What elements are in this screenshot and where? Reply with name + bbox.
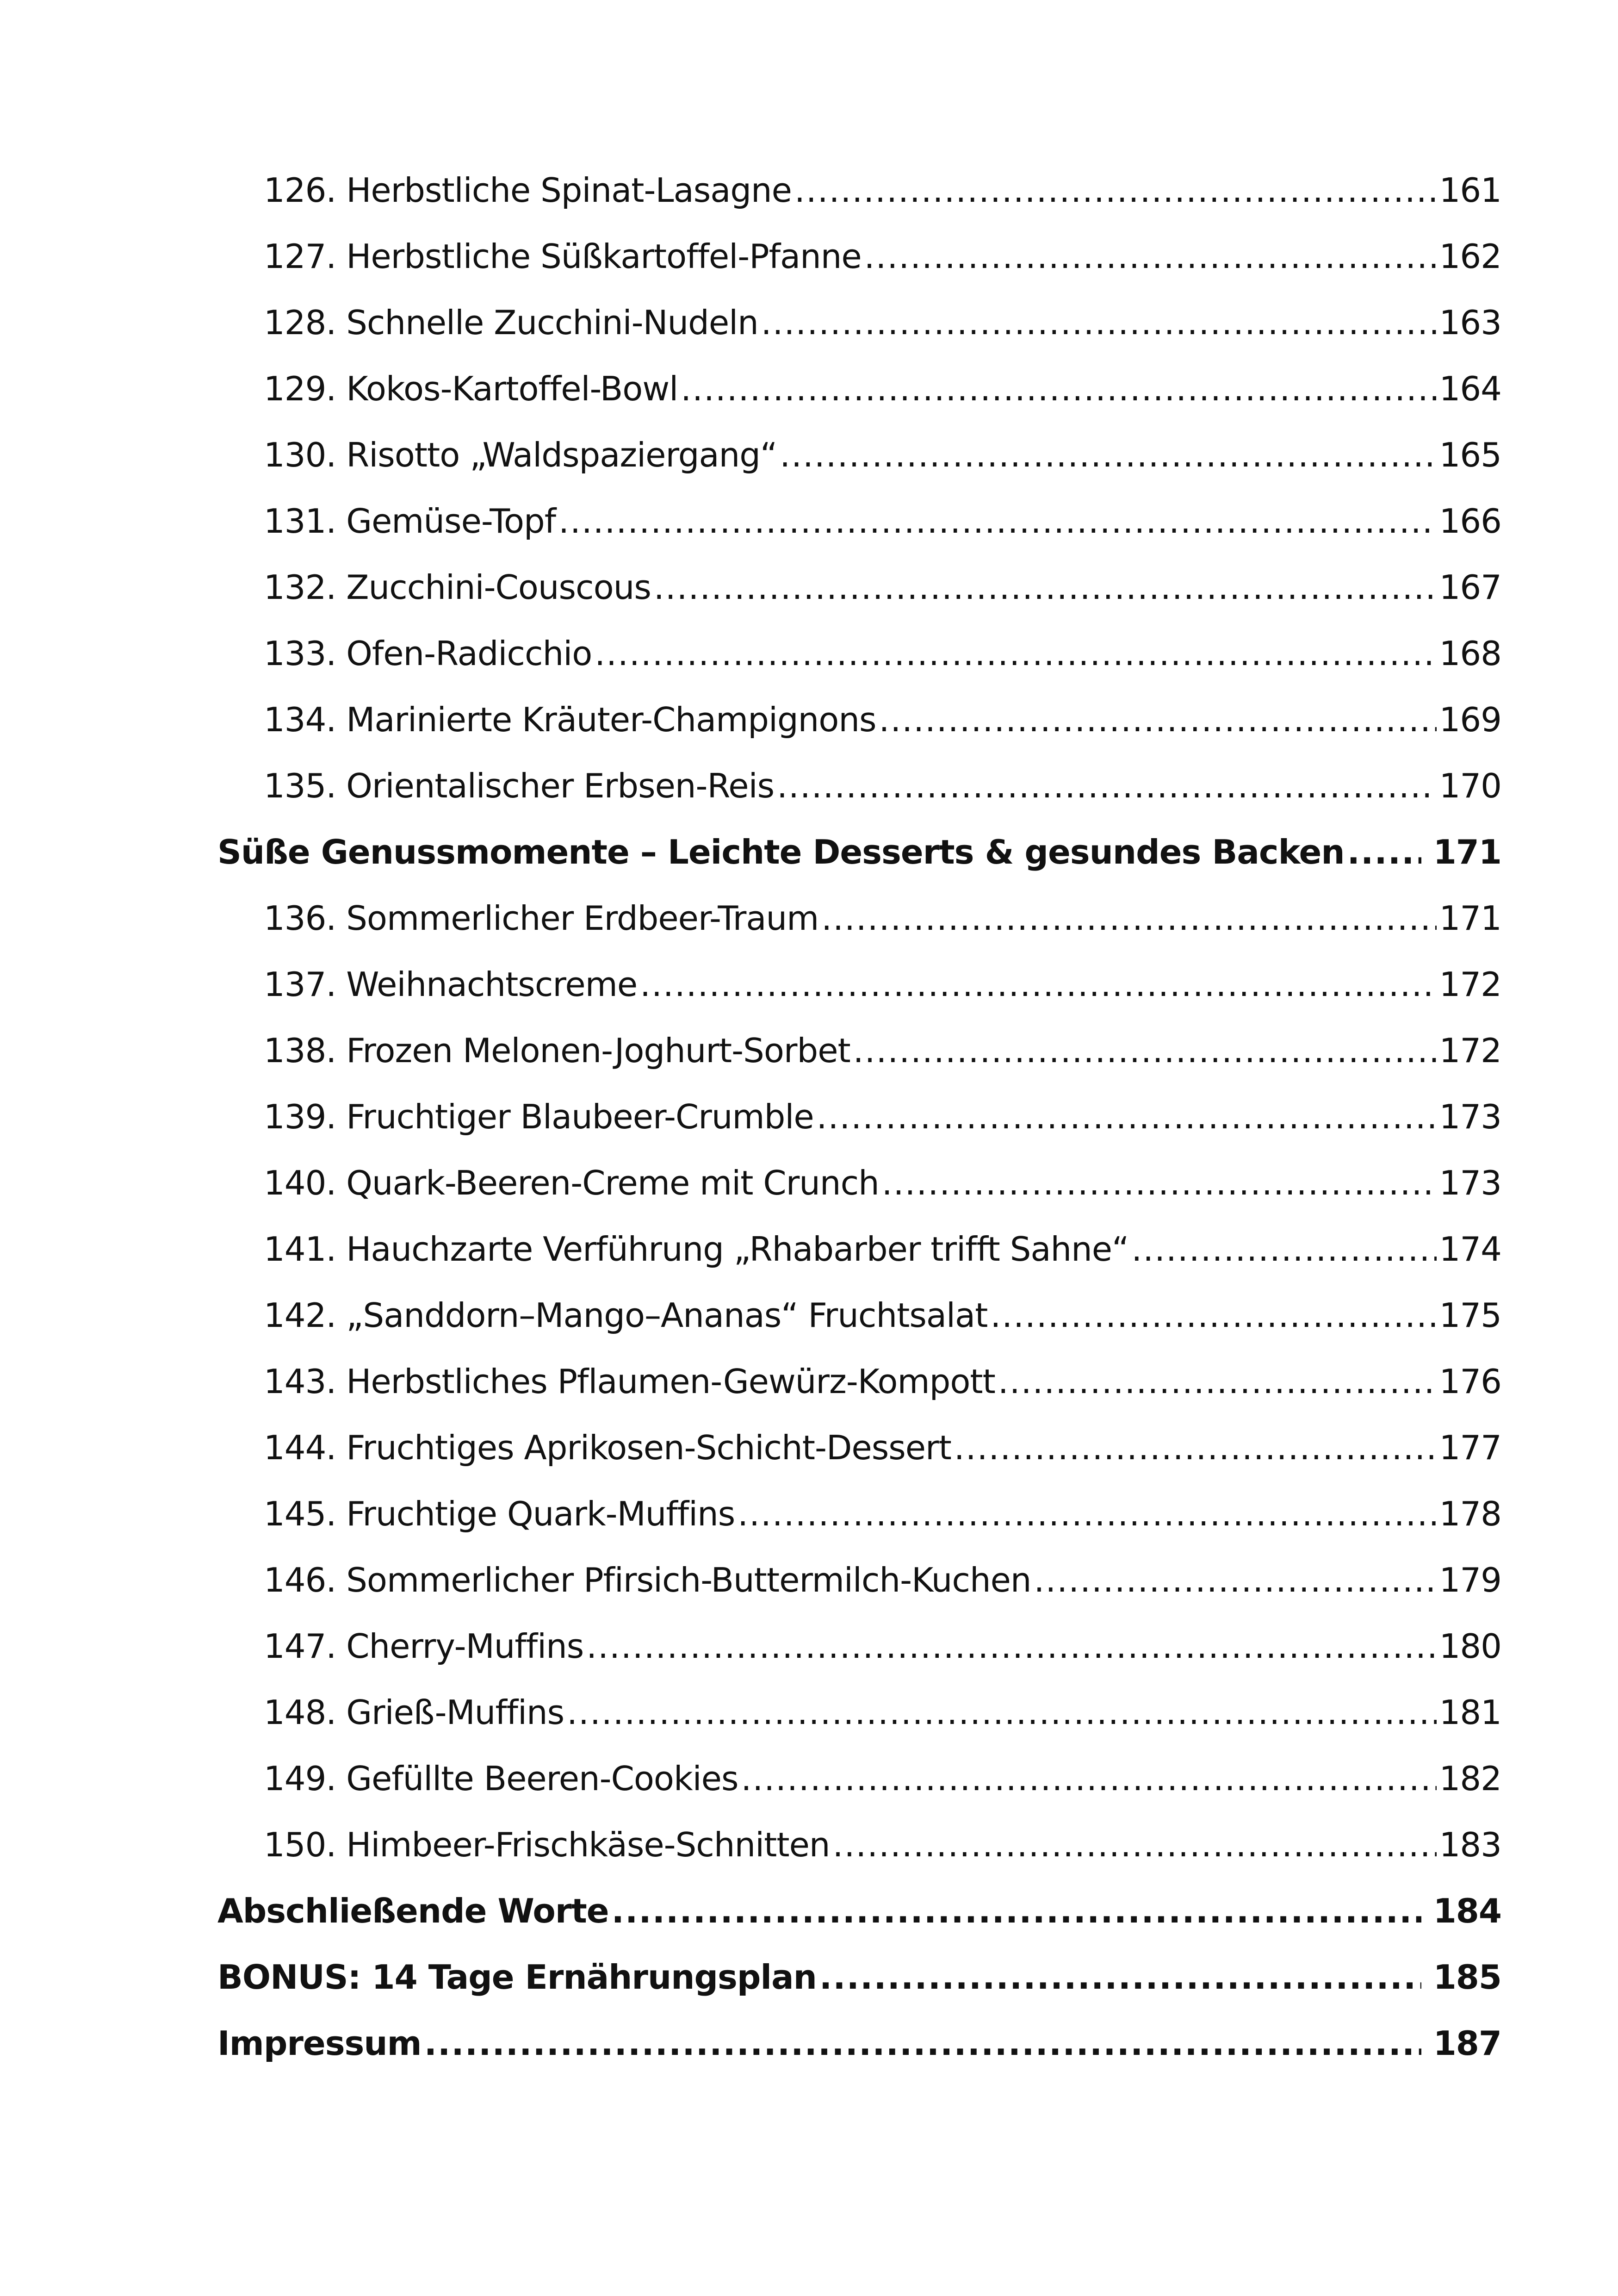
toc-entry-title: 146. Sommerlicher Pfirsich-Buttermilch-Kuchen (264, 1561, 1031, 1599)
toc-entry-page-number: 172 (1439, 1031, 1501, 1070)
toc-entry-page-number: 185 (1433, 1958, 1501, 1997)
toc-dot-leader (567, 1680, 1436, 1746)
toc-entry-page-number: 178 (1439, 1494, 1501, 1533)
toc-entry-page-number: 165 (1439, 436, 1501, 474)
toc-dot-leader (777, 753, 1436, 819)
toc-dot-leader (954, 1415, 1437, 1481)
toc-dot-leader (879, 687, 1436, 753)
toc-recipe-entry[interactable] (217, 687, 1501, 753)
toc-recipe-entry[interactable] (217, 952, 1501, 1018)
toc-entry-title: 143. Herbstliches Pflaumen-Gewürz-Kompott (264, 1362, 995, 1401)
toc-section-entry[interactable] (217, 1878, 1501, 1944)
toc-entry-page-number: 164 (1439, 369, 1501, 408)
toc-recipe-entry[interactable] (217, 1084, 1501, 1150)
toc-dot-leader (819, 1944, 1421, 2010)
toc-entry-page-number: 180 (1439, 1627, 1501, 1666)
toc-entry-title: 129. Kokos-Kartoffel-Bowl (264, 369, 678, 408)
toc-entry-title: 135. Orientalischer Erbsen-Reis (264, 766, 775, 805)
toc-entry-title: 126. Herbstliche Spinat-Lasagne (264, 171, 792, 210)
toc-dot-leader (1131, 1216, 1436, 1282)
toc-entry-page-number: 161 (1439, 171, 1501, 210)
toc-entry-page-number: 172 (1439, 965, 1501, 1004)
toc-section-entry[interactable] (217, 1944, 1501, 2010)
toc-recipe-entry[interactable] (217, 157, 1501, 224)
toc-entry-title: 128. Schnelle Zucchini-Nudeln (264, 303, 758, 342)
toc-dot-leader (990, 1282, 1436, 1349)
toc-recipe-entry[interactable] (217, 621, 1501, 687)
toc-entry-title: 149. Gefüllte Beeren-Cookies (264, 1759, 738, 1798)
toc-recipe-entry[interactable] (217, 885, 1501, 952)
toc-dot-leader (864, 224, 1437, 290)
toc-dot-leader (761, 290, 1437, 356)
toc-recipe-entry[interactable] (217, 1812, 1501, 1878)
toc-recipe-entry[interactable] (217, 1415, 1501, 1481)
toc-recipe-entry[interactable] (217, 224, 1501, 290)
toc-entry-page-number: 166 (1439, 502, 1501, 541)
toc-entry-page-number: 167 (1439, 568, 1501, 607)
toc-entry-page-number: 184 (1433, 1892, 1501, 1930)
toc-entry-title: 133. Ofen-Radicchio (264, 634, 592, 673)
toc-dot-leader (681, 356, 1436, 422)
toc-recipe-entry[interactable] (217, 1680, 1501, 1746)
toc-entry-page-number: 162 (1439, 237, 1501, 276)
toc-entry-title: 147. Cherry-Muffins (264, 1627, 584, 1666)
toc-recipe-entry[interactable] (217, 1018, 1501, 1084)
toc-entry-page-number: 174 (1439, 1230, 1501, 1269)
toc-entry-page-number: 183 (1439, 1825, 1501, 1864)
toc-recipe-entry[interactable] (217, 422, 1501, 488)
toc-entry-title: 144. Fruchtiges Aprikosen-Schicht-Dessert (264, 1428, 951, 1467)
toc-entry-page-number: 181 (1439, 1693, 1501, 1732)
toc-entry-title: 138. Frozen Melonen-Joghurt-Sorbet (264, 1031, 850, 1070)
toc-dot-leader (558, 488, 1436, 554)
toc-dot-leader (738, 1481, 1436, 1547)
toc-dot-leader (741, 1746, 1437, 1812)
toc-dot-leader (612, 1878, 1421, 1944)
toc-recipe-entry[interactable] (217, 753, 1501, 819)
toc-entry-title: 136. Sommerlicher Erdbeer-Traum (264, 899, 819, 938)
toc-dot-leader (654, 554, 1437, 621)
toc-entry-page-number: 171 (1433, 833, 1501, 871)
toc-entry-title: 131. Gemüse-Topf (264, 502, 556, 541)
toc-entry-title: 134. Marinierte Kräuter-Champignons (264, 700, 876, 739)
toc-recipe-entry[interactable] (217, 1613, 1501, 1680)
toc-entry-page-number: 163 (1439, 303, 1501, 342)
toc-entry-page-number: 182 (1439, 1759, 1501, 1798)
table-of-contents (217, 157, 1501, 2077)
toc-entry-page-number: 169 (1439, 700, 1501, 739)
toc-recipe-entry[interactable] (217, 1150, 1501, 1216)
toc-entry-page-number: 173 (1439, 1097, 1501, 1136)
toc-dot-leader (853, 1018, 1437, 1084)
toc-dot-leader (1034, 1547, 1437, 1613)
toc-dot-leader (998, 1349, 1437, 1415)
toc-recipe-entry[interactable] (217, 356, 1501, 422)
toc-dot-leader (833, 1812, 1437, 1878)
toc-entry-title: 132. Zucchini-Couscous (264, 568, 651, 607)
toc-recipe-entry[interactable] (217, 554, 1501, 621)
toc-entry-title: BONUS: 14 Tage Ernährungsplan (217, 1958, 817, 1997)
toc-entry-title: Abschließende Worte (217, 1892, 609, 1930)
toc-entry-page-number: 170 (1439, 766, 1501, 805)
toc-entry-title: 130. Risotto „Waldspaziergang“ (264, 436, 777, 474)
toc-entry-title: Impressum (217, 2024, 422, 2063)
toc-entry-page-number: 171 (1439, 899, 1501, 938)
toc-entry-title: 141. Hauchzarte Verführung „Rhabarber trifft Sahne“ (264, 1230, 1129, 1269)
toc-dot-leader (1347, 819, 1421, 885)
toc-entry-page-number: 187 (1433, 2024, 1501, 2063)
toc-entry-title: 150. Himbeer-Frischkäse-Schnitten (264, 1825, 830, 1864)
toc-entry-title: Süße Genussmomente – Leichte Desserts & gesundes Backen (217, 833, 1345, 871)
toc-recipe-entry[interactable] (217, 1746, 1501, 1812)
toc-entry-title: 145. Fruchtige Quark-Muffins (264, 1494, 735, 1533)
toc-entry-title: 142. „Sanddorn–Mango–Ananas“ Fruchtsalat (264, 1296, 988, 1335)
toc-entry-title: 127. Herbstliche Süßkartoffel-Pfanne (264, 237, 862, 276)
toc-recipe-entry[interactable] (217, 488, 1501, 554)
toc-entry-page-number: 177 (1439, 1428, 1501, 1467)
toc-dot-leader (817, 1084, 1437, 1150)
toc-section-entry[interactable] (217, 819, 1501, 885)
toc-dot-leader (794, 157, 1437, 224)
toc-entry-page-number: 168 (1439, 634, 1501, 673)
toc-dot-leader (595, 621, 1436, 687)
toc-dot-leader (640, 952, 1436, 1018)
toc-section-entry[interactable] (217, 2010, 1501, 2077)
toc-recipe-entry[interactable] (217, 1349, 1501, 1415)
toc-dot-leader (821, 885, 1436, 952)
toc-entry-page-number: 173 (1439, 1164, 1501, 1202)
toc-entry-page-number: 175 (1439, 1296, 1501, 1335)
toc-recipe-entry[interactable] (217, 1216, 1501, 1282)
toc-dot-leader (780, 422, 1436, 488)
toc-entry-page-number: 179 (1439, 1561, 1501, 1599)
toc-dot-leader (586, 1613, 1436, 1680)
toc-dot-leader (424, 2010, 1421, 2077)
toc-recipe-entry[interactable] (217, 1481, 1501, 1547)
toc-entry-page-number: 176 (1439, 1362, 1501, 1401)
toc-entry-title: 139. Fruchtiger Blaubeer-Crumble (264, 1097, 814, 1136)
toc-dot-leader (882, 1150, 1437, 1216)
toc-entry-title: 148. Grieß-Muffins (264, 1693, 564, 1732)
toc-entry-title: 140. Quark-Beeren-Creme mit Crunch (264, 1164, 879, 1202)
toc-entry-title: 137. Weihnachtscreme (264, 965, 638, 1004)
toc-recipe-entry[interactable] (217, 1282, 1501, 1349)
toc-recipe-entry[interactable] (217, 290, 1501, 356)
toc-recipe-entry[interactable] (217, 1547, 1501, 1613)
